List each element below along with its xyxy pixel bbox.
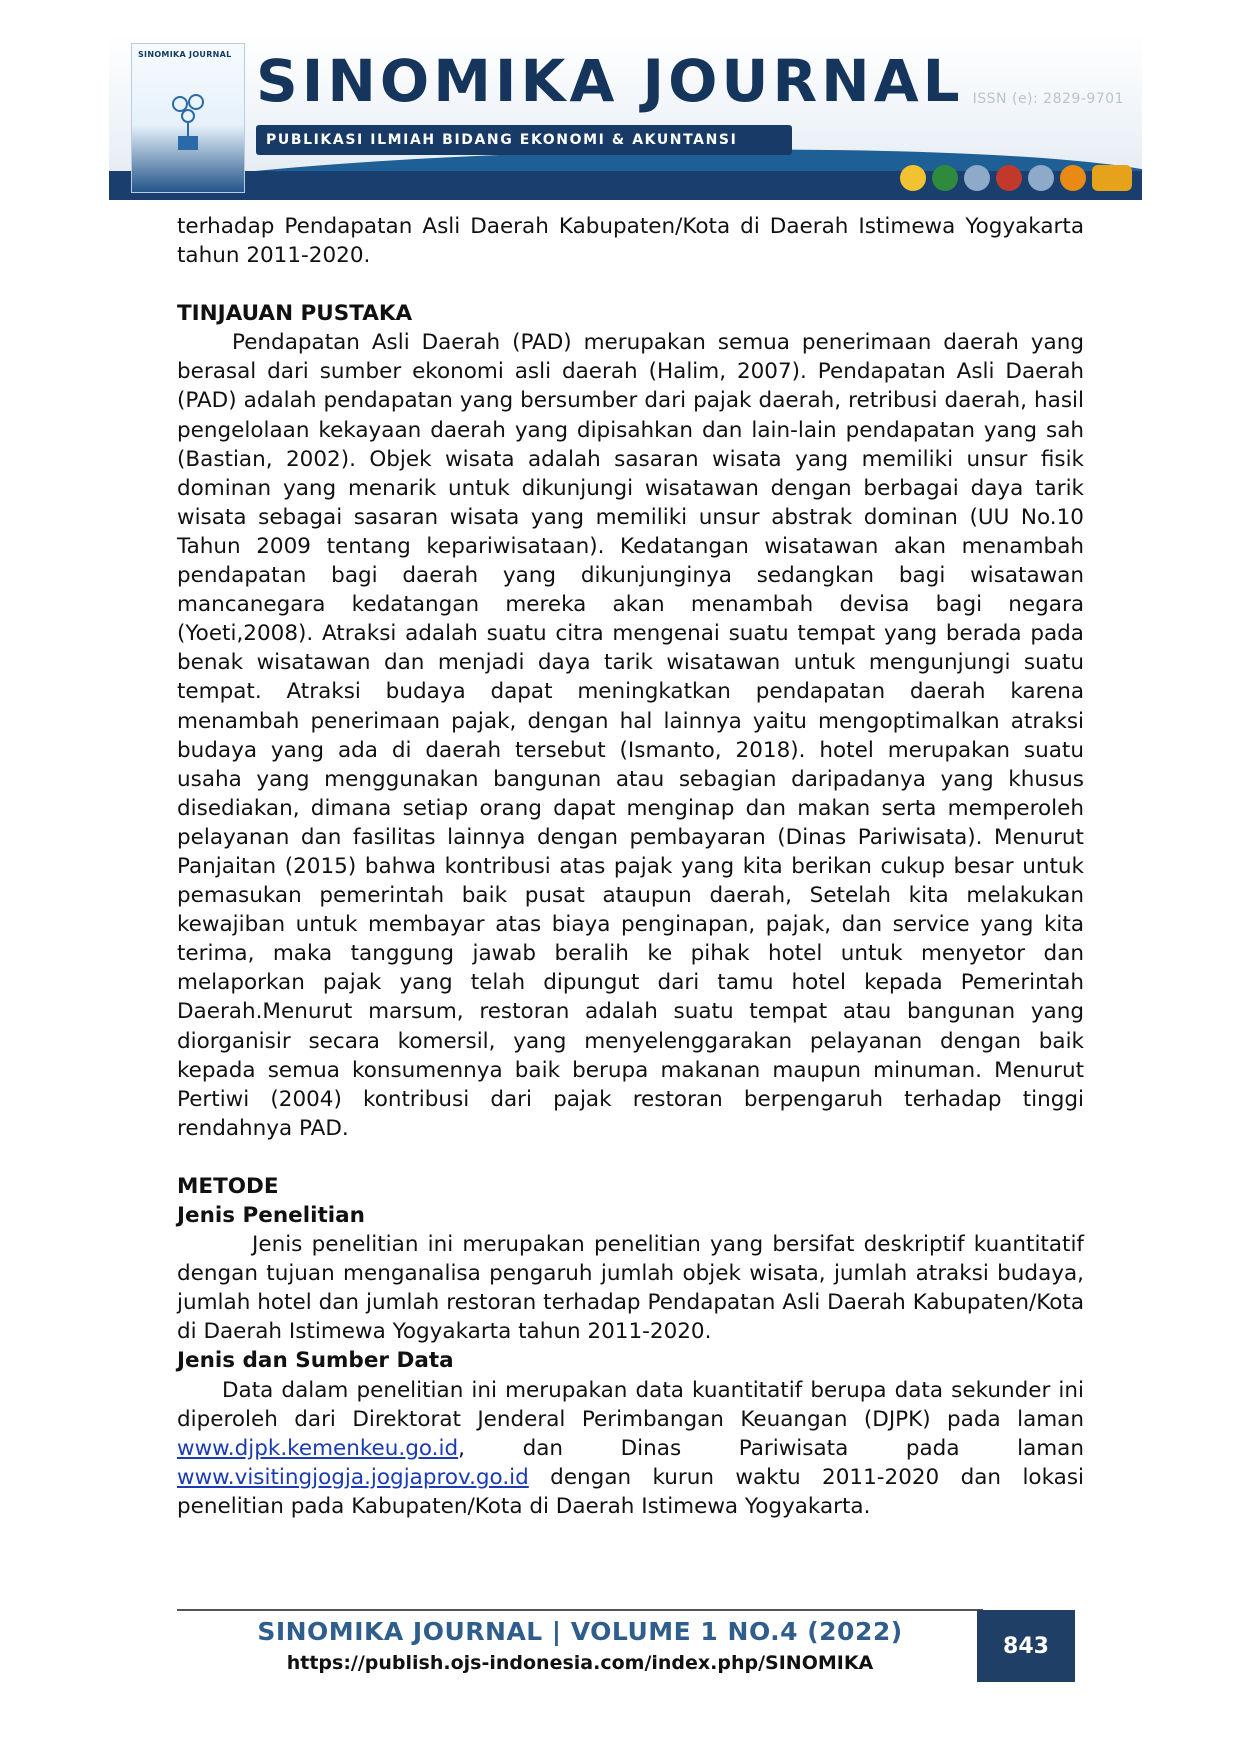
- jenis-paragraph: Jenis penelitian ini merupakan penelitian yang bersifat deskriptif kuantitatif dengan tujuan menganalisa pengaruh jumlah objek wisata, jumlah atraksi budaya, jumlah hotel dan jumlah restoran terhadap Pendapatan Asli Daerah Kabupaten/Kota di Daerah Istimewa Yogyakarta tahun 2011-2020.: [177, 1232, 1084, 1345]
- issn-label: ISSN (e): 2829-9701: [972, 91, 1124, 107]
- garuda-icon: [996, 165, 1022, 191]
- page-number-badge: [977, 1610, 1075, 1682]
- indexing-logos: [900, 163, 1132, 193]
- kemenag-icon: [932, 165, 958, 191]
- section-heading-tinjauan: TINJAUAN PUSTAKA: [177, 301, 413, 327]
- sinta-icon: [1092, 165, 1132, 191]
- subsection-heading-sumber: Jenis dan Sumber Data: [177, 1348, 454, 1374]
- journal-title: SINOMIKA JOURNAL: [256, 47, 964, 115]
- journal-subtitle: PUBLIKASI ILMIAH BIDANG EKONOMI & AKUNTANSI: [266, 132, 738, 148]
- doi-icon: [1060, 165, 1086, 191]
- footer-divider: [177, 1609, 983, 1611]
- cover-title: SINOMIKA JOURNAL: [138, 50, 232, 59]
- footer-url[interactable]: https://publish.ojs-indonesia.com/index.php/SINOMIKA: [286, 1652, 874, 1674]
- journal-banner: [109, 33, 1142, 200]
- subsection-heading-jenis: Jenis Penelitian: [177, 1203, 365, 1228]
- subtitle-band: [256, 125, 792, 155]
- page-number: 843: [1003, 1633, 1049, 1659]
- sumber-text-3: dengan kurun waktu 2011-2020 dan lokasi penelitian pada Kabupaten/Kota di Daerah Istimewa Yogyakarta.: [177, 1464, 1084, 1519]
- google-scholar-icon: [1028, 165, 1054, 191]
- journal-cover-thumbnail: [131, 43, 245, 193]
- intro-paragraph-tail: terhadap Pendapatan Asli Daerah Kabupaten/Kota di Daerah Istimewa Yogyakarta tahun 2011-2020.: [177, 214, 1084, 269]
- crossref-icon: [964, 165, 990, 191]
- tutwuri-icon: [900, 165, 926, 191]
- footer-journal-info: SINOMIKA JOURNAL | VOLUME 1 NO.4 (2022): [257, 1617, 903, 1646]
- sumber-paragraph: [177, 1376, 1084, 1521]
- tinjauan-paragraph: Pendapatan Asli Daerah (PAD) merupakan semua penerimaan daerah yang berasal dari sumber ekonomi asli daerah (Halim, 2007). Pendapatan Asli Daerah (PAD) adalah pendapatan yang bersumber dari pajak daerah, retribusi daerah, hasil pengelolaan kekayaan daerah yang dipisahkan dan lain-lain pendapatan yang sah (Bastian, 2002). Objek wisata adalah sasaran wisata yang memiliki unsur fisik dominan yang menarik untuk dikunjungi wisatawan dengan berbagai daya tarik wisata sebagai sasaran wisata yang memiliki unsur abstrak dominan (UU No.10 Tahun 2009 tentang kepariwisataan). Kedatangan wisatawan akan menambah pendapatan bagi daerah yang dikunjunginya sedangkan bagi wisatawan mancanegara kedatangan mereka akan menambah devisa bagi negara (Yoeti,2008). Atraksi adalah suatu citra mengenai suatu tempat yang berada pada benak wisatawan dan menjadi daya tarik wisatawan untuk mengunjungi suatu tempat. Atraksi budaya dapat meningkatkan pendapatan daerah karena menambah penerimaan pajak, dengan hal lainnya yaitu mengoptimalkan atraksi budaya yang ada di daerah tersebut (Ismanto, 2018). hotel merupakan suatu usaha yang menggunakan bangunan atau sebagian daripadanya yang khusus disediakan, dimana setiap orang dapat menginap dan makan serta memperoleh pelayanan dan fasilitas lainnya dengan pembayaran (Dinas Pariwisata). Menurut Panjaitan (2015) bahwa kontribusi atas pajak yang kita berikan cukup besar untuk pemasukan pemerintah baik pusat ataupun daerah, Setelah kita melakukan kewajiban untuk membayar atas biaya penginapan, pajak, dan service yang kita terima, maka tanggung jawab beralih ke pihak hotel untuk menyetor dan melaporkan pajak yang telah dipungut dari tamu hotel kepada Pemerintah Daerah.Menurut marsum, restoran adalah suatu tempat atau bangunan yang diorganisir secara komersil, yang menyelenggarakan pelayanan dengan baik kepada semua konsumennya baik berupa makanan maupun minuman. Menurut Pertiwi (2004) kontribusi dari pajak restoran berpengaruh terhadap tinggi rendahnya PAD.: [177, 330, 1084, 1141]
- article-body: [177, 212, 1084, 1521]
- money-plant-icon: [170, 92, 206, 152]
- section-heading-metode: METODE: [177, 1173, 279, 1199]
- visitingjogja-link[interactable]: www.visitingjogja.jogjaprov.go.id: [177, 1464, 529, 1490]
- djpk-link[interactable]: www.djpk.kemenkeu.go.id: [177, 1435, 459, 1461]
- sumber-text-1: Data dalam penelitian ini merupakan data kuantitatif berupa data sekunder ini diperoleh dari Direktorat Jenderal Perimbangan Keuangan (DJPK) pada laman: [177, 1377, 1084, 1432]
- sumber-text-2: , dan Dinas Pariwisata pada laman: [458, 1435, 1084, 1461]
